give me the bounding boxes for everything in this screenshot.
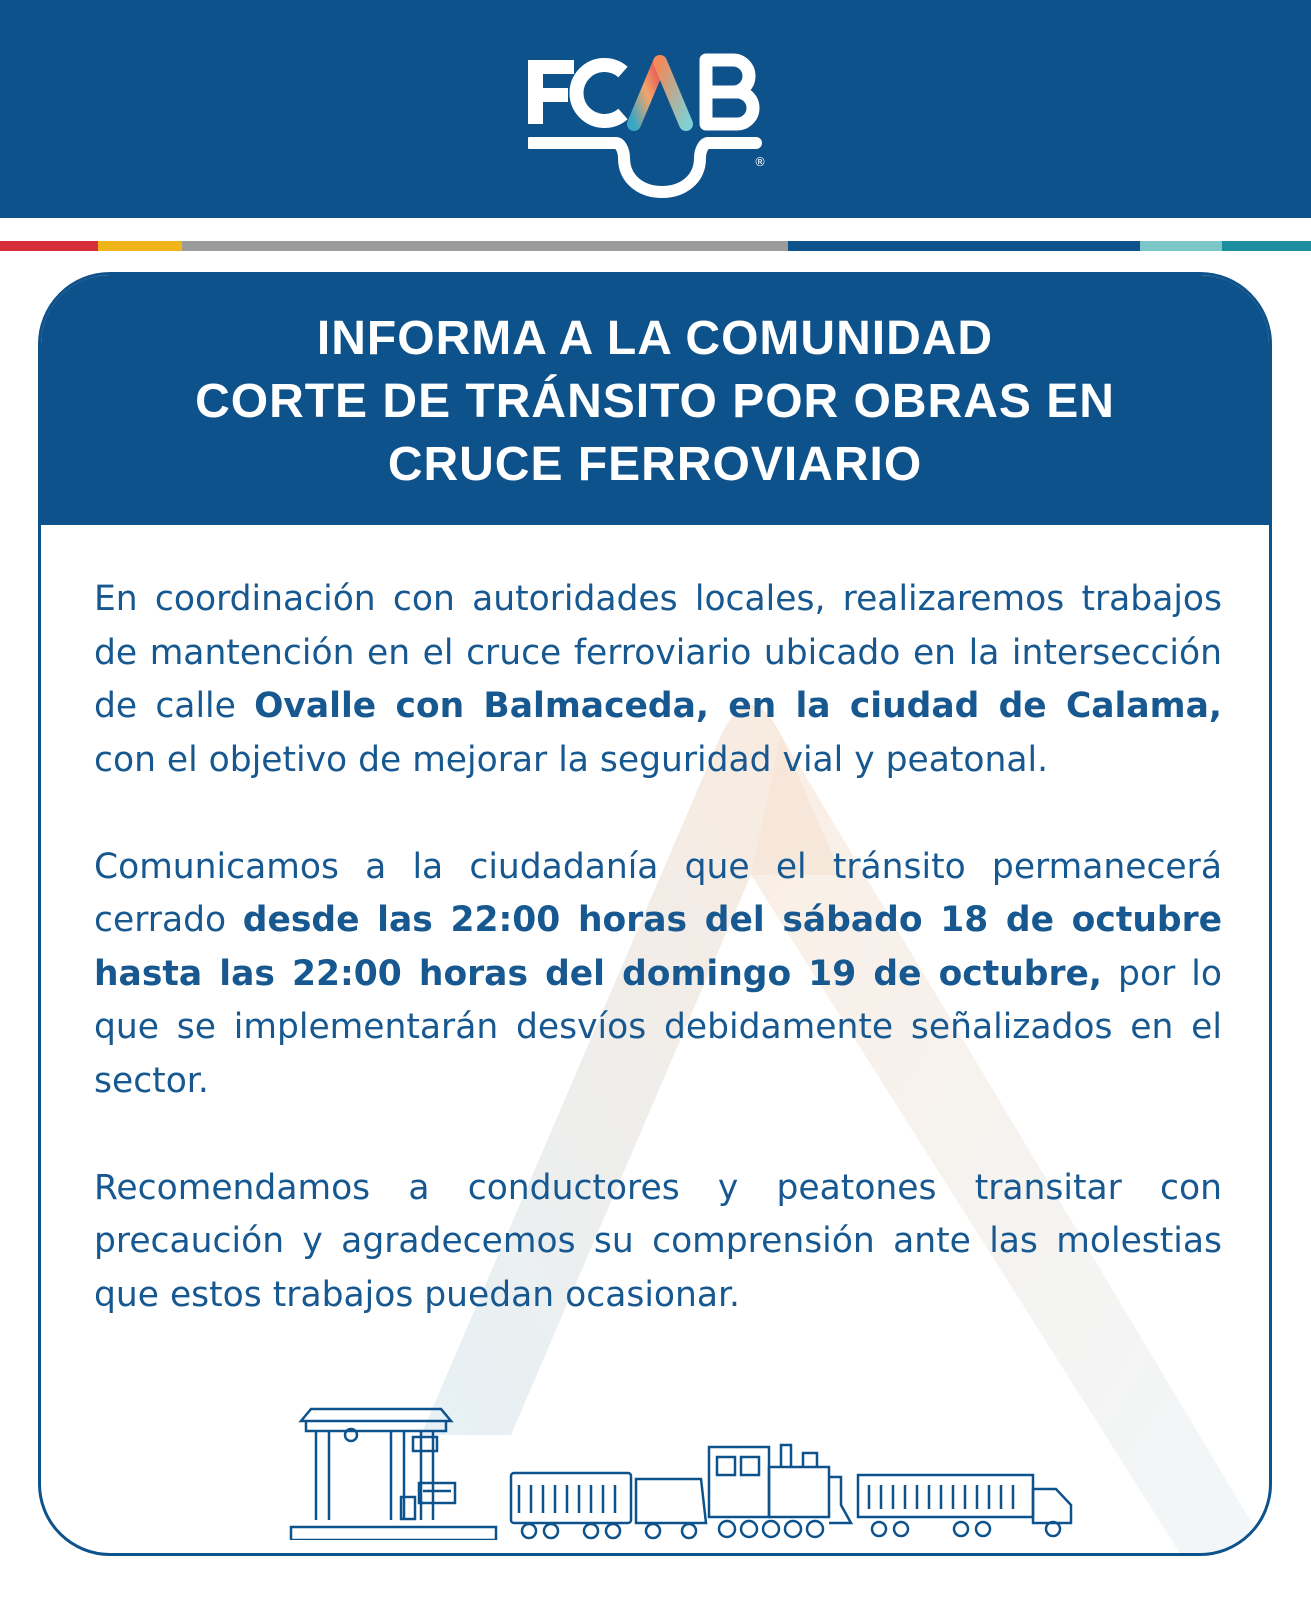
paragraph-2-schedule: desde las 22:00 horas del sábado 18 de octubre hasta las 22:00 horas del domingo 19 de octubre, [94,900,1222,994]
stripe-yellow [98,241,182,251]
stripe-red [0,241,98,251]
header-banner [0,0,1311,218]
color-stripe-bar [0,241,1311,251]
paragraph-2-text-c: por lo que se implementarán desvíos debidamente señalizados en el sector. [94,953,1222,1101]
stripe-teal-light [1140,241,1222,251]
paragraph-1-text-a: En coordinación con autoridades locales, realizaremos trabajos de mantención en el cruce ferroviario ubicado en la intersección de calle [94,579,1222,726]
notice-body [94,573,1222,1376]
title-line-3: CRUCE FERROVIARIO [387,438,923,491]
notice-title [41,307,1269,496]
notice-header [41,275,1269,525]
paragraph-1 [94,573,1222,787]
stripe-blue [788,241,1140,251]
title-line-1: INFORMA A LA COMUNIDAD [316,312,994,365]
title-line-2: CORTE DE TRÁNSITO POR OBRAS EN [195,375,1115,428]
paragraph-2-text-a: Comunicamos a la ciudadanía que el tránsito permanecerá cerrado [94,846,1222,940]
paragraph-1-text-c: con el objetivo de mejorar la seguridad vial y peatonal. [94,739,1049,780]
train-station-illustration [261,1405,1081,1540]
fcab-logo [528,40,788,200]
paragraph-1-location: Ovalle con Balmaceda, en la ciudad de Calama, [254,686,1222,726]
registered-mark: ® [754,155,766,169]
stripe-gray [182,241,788,251]
stripe-teal [1222,241,1311,251]
notice-card [38,272,1272,1556]
paragraph-2 [94,841,1222,1109]
paragraph-3: Recomendamos a conductores y peatones transitar con precaución y agradecemos su comprensión ante las molestias que estos trabajos puedan ocasionar. [94,1167,1222,1315]
